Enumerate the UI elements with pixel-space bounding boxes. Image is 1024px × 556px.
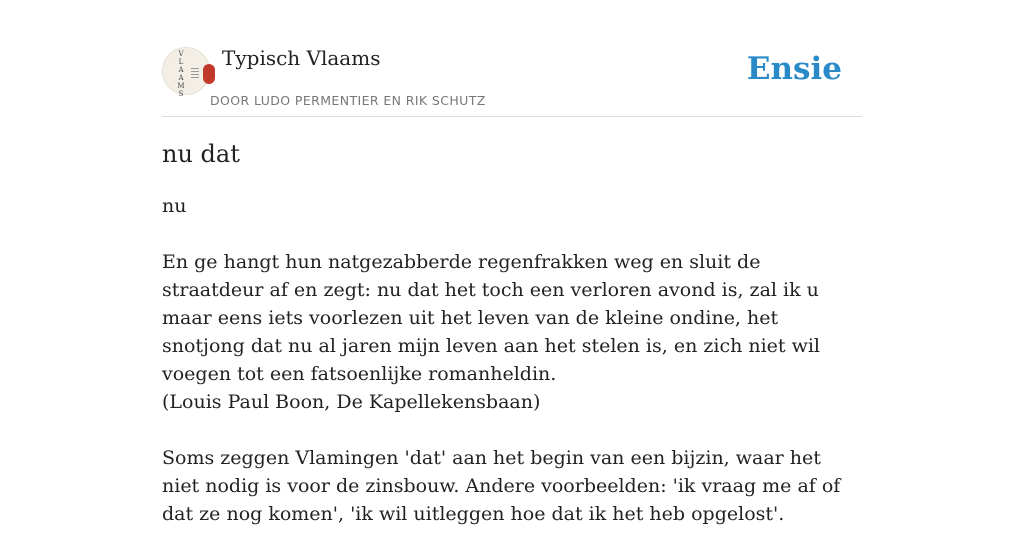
byline: DOOR LUDO PERMENTIER EN RIK SCHUTZ bbox=[210, 93, 486, 108]
brand-logo[interactable]: Ensie bbox=[746, 51, 842, 87]
site-title[interactable]: Typisch Vlaams bbox=[222, 46, 381, 70]
quote-citation: (Louis Paul Boon, De Kapellekensbaan) bbox=[162, 391, 541, 413]
logo-decoration bbox=[191, 68, 199, 80]
headword: nu dat bbox=[162, 140, 240, 168]
explanation: Soms zeggen Vlamingen 'dat' aan het begin van een bijzin, waar het niet nodig is voor de zinsbouw. Andere voorbeelden: 'ik vraag me af of dat ze nog komen', 'ik wil uitleggen hoe dat ik het heb opgelost'. bbox=[162, 447, 841, 525]
entry-content bbox=[162, 192, 862, 556]
book-cover-logo[interactable] bbox=[162, 47, 210, 98]
logo-red-accent bbox=[203, 64, 215, 84]
header bbox=[162, 0, 862, 117]
logo-lettering: V L A A M S bbox=[177, 50, 185, 98]
definition: nu bbox=[162, 195, 187, 217]
quote-text: En ge hangt hun natgezabberde regenfrakken weg en sluit de straatdeur af en zegt: nu dat het toch een verloren avond is, zal ik u maar eens iets voorlezen uit het leven van de kleine ondine, het snotjong dat nu al jaren mijn leven aan het stelen is, en zich niet wil voegen tot een fatsoenlijke romanheldin. bbox=[162, 251, 821, 385]
page bbox=[162, 0, 862, 525]
quote-block bbox=[162, 248, 862, 416]
